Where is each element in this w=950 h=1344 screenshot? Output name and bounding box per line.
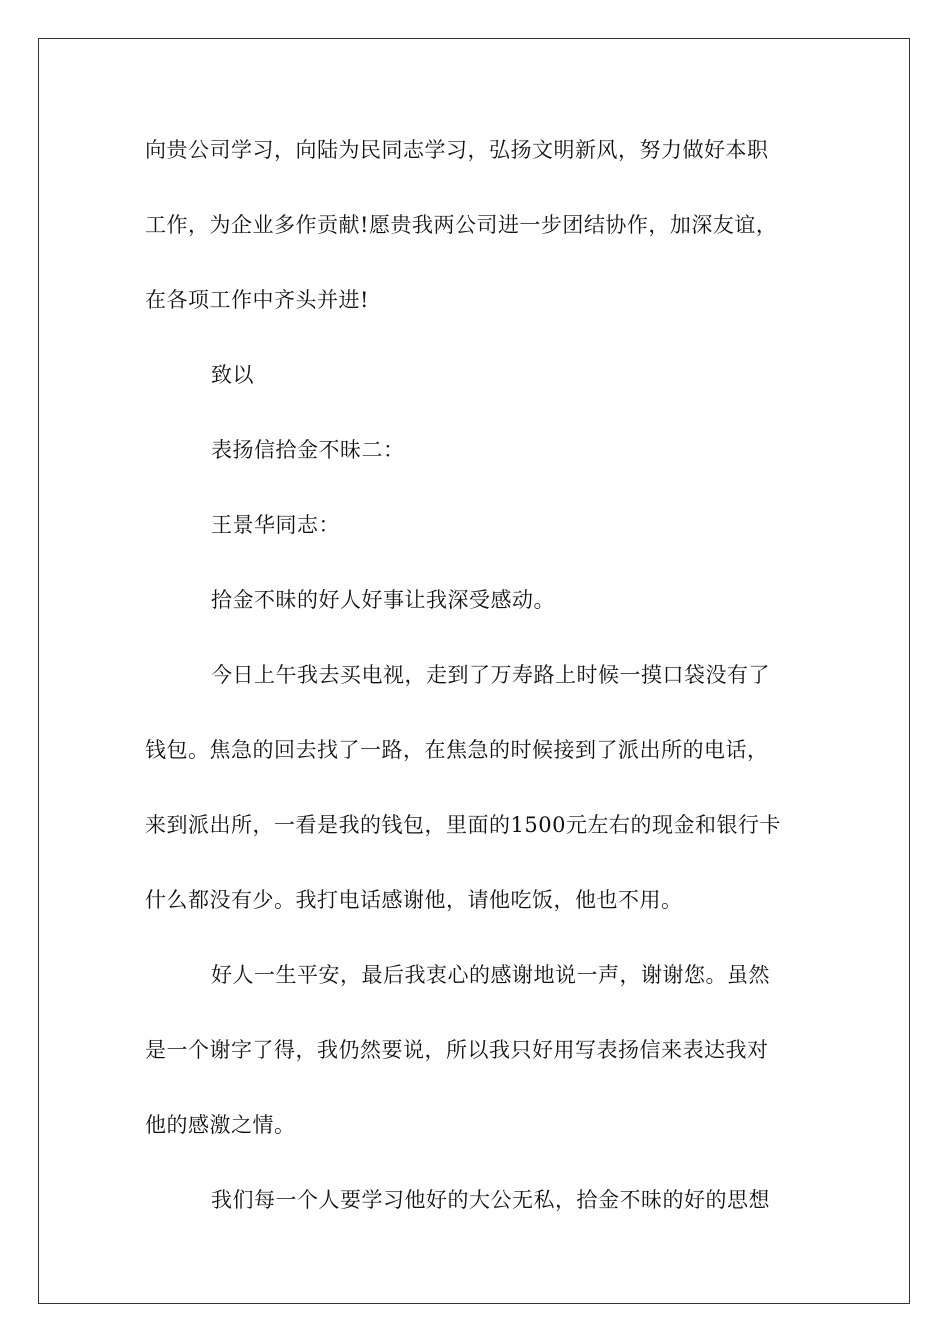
closing-salutation: 致以 [211,363,254,387]
text-line: 好人一生平安，最后我衷心的感谢地说一声，谢谢您。虽然 [211,963,770,987]
text-line: 向贵公司学习，向陆为民同志学习，弘扬文明新风，努力做好本职 [145,138,769,162]
text-line: 在各项工作中齐头并进! [145,288,369,312]
text-line: 什么都没有少。我打电话感谢他，请他吃饭，他也不用。 [145,888,683,912]
text-line: 工作，为企业多作贡献!愿贵我两公司进一步团结协作，加深友谊， [145,213,778,237]
text-line: 钱包。焦急的回去找了一路，在焦急的时候接到了派出所的电话， [145,738,769,762]
addressee: 王景华同志： [211,513,340,537]
text-line: 是一个谢字了得，我仍然要说，所以我只好用写表扬信来表达我对 [145,1038,769,1062]
text-line: 今日上午我去买电视，走到了万寿路上时候一摸口袋没有了 [211,663,770,687]
text-line: 来到派出所，一看是我的钱包，里面的1500元左右的现金和银行卡 [145,813,781,837]
section-heading: 表扬信拾金不昧二： [211,438,405,462]
text-line: 我们每一个人要学习他好的大公无私，拾金不昧的好的思想 [211,1188,770,1212]
text-line: 拾金不昧的好人好事让我深受感动。 [211,588,555,612]
text-line: 他的感激之情。 [145,1113,296,1137]
